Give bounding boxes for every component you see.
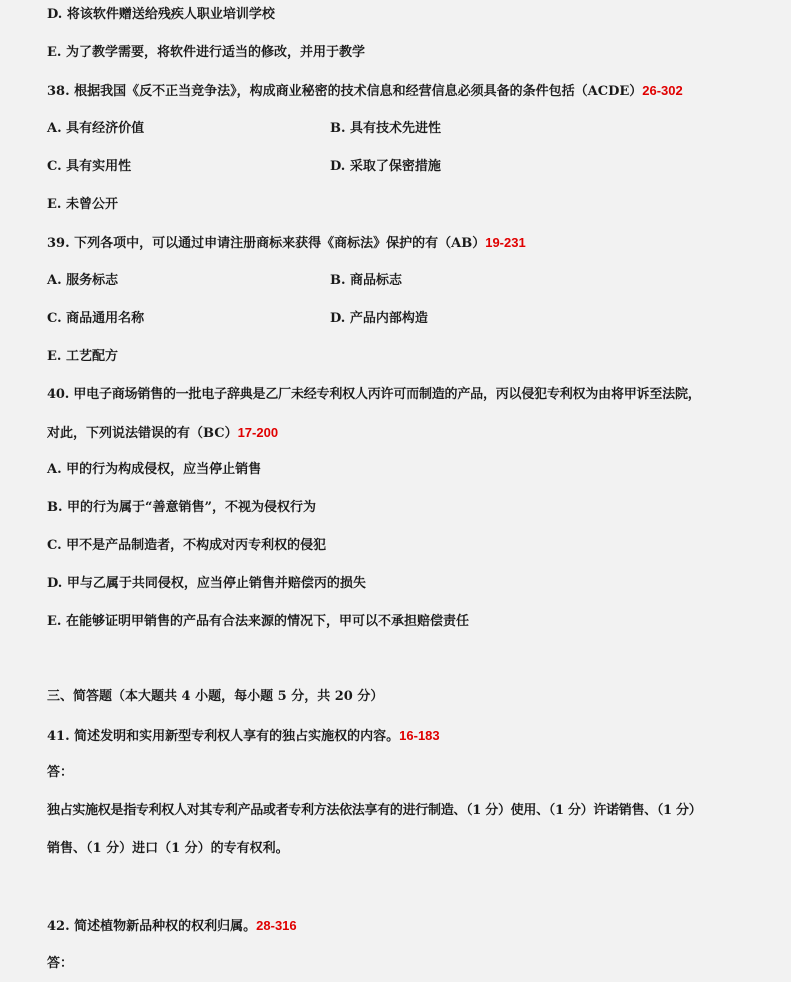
q39-option-e: E. 工艺配方 [47,349,118,364]
q40-stem-line2 [47,424,278,442]
q42-stem [47,917,297,935]
q42-page-ref: 28-316 [256,918,297,933]
q38-stem [47,82,683,100]
q41-answer-line1: 独占实施权是指专利权人对其专利产品或者专利方法依法享有的进行制造、（1 分）使用、（1 分）许诺销售、（1 分） [47,803,702,818]
q39-stem [47,234,526,252]
q38-option-d: D. 采取了保密措施 [330,159,441,174]
q38-stem-text: 38. 根据我国《反不正当竞争法》，构成商业秘密的技术信息和经营信息必须具备的条件包括（ACDE） [47,84,643,99]
section-3-title: 三、简答题（本大题共 4 小题，每小题 5 分，共 20 分） [47,689,384,704]
q41-page-ref: 16-183 [399,728,440,743]
q39-stem-text: 39. 下列各项中，可以通过申请注册商标来获得《商标法》保护的有（AB） [47,236,486,251]
q41-answer-label: 答： [47,765,74,780]
q39-option-a: A. 服务标志 [47,273,119,288]
q41-answer-line2: 销售、（1 分）进口（1 分）的专有权利。 [47,841,289,856]
q39-option-c: C. 商品通用名称 [47,311,145,326]
q40-option-b: B. 甲的行为属于“善意销售”，不视为侵权行为 [47,500,316,515]
q38-option-e: E. 未曾公开 [47,197,118,212]
q38-page-ref: 26-302 [642,83,683,98]
q41-stem-text: 41. 简述发明和实用新型专利权人享有的独占实施权的内容。 [47,729,400,744]
q40-stem-line1: 40. 甲电子商场销售的一批电子辞典是乙厂未经专利权人丙许可而制造的产品，丙以侵犯专利权为由将甲诉至法院， [47,387,701,402]
q40-option-d: D. 甲与乙属于共同侵权，应当停止销售并赔偿丙的损失 [47,576,366,591]
q42-stem-text: 42. 简述植物新品种权的权利归属。 [47,919,257,934]
q38-option-c: C. 具有实用性 [47,159,132,174]
q39-option-b: B. 商品标志 [330,273,403,288]
q37-option-e: E. 为了教学需要，将软件进行适当的修改，并用于教学 [47,45,365,60]
q40-option-e: E. 在能够证明甲销售的产品有合法来源的情况下，甲可以不承担赔偿责任 [47,614,469,629]
q39-option-d: D. 产品内部构造 [330,311,428,326]
q38-option-b: B. 具有技术先进性 [330,121,442,136]
q40-stem-text: 对此，下列说法错误的有（BC） [47,426,238,441]
q40-option-a: A. 甲的行为构成侵权，应当停止销售 [47,462,262,477]
q39-page-ref: 19-231 [485,235,526,250]
q42-answer-label: 答： [47,956,74,971]
q38-option-a: A. 具有经济价值 [47,121,145,136]
q40-page-ref: 17-200 [237,425,279,440]
q41-stem [47,727,440,745]
q37-option-d: D. 将该软件赠送给残疾人职业培训学校 [47,7,275,22]
q40-option-c: C. 甲不是产品制造者，不构成对丙专利权的侵犯 [47,538,327,553]
